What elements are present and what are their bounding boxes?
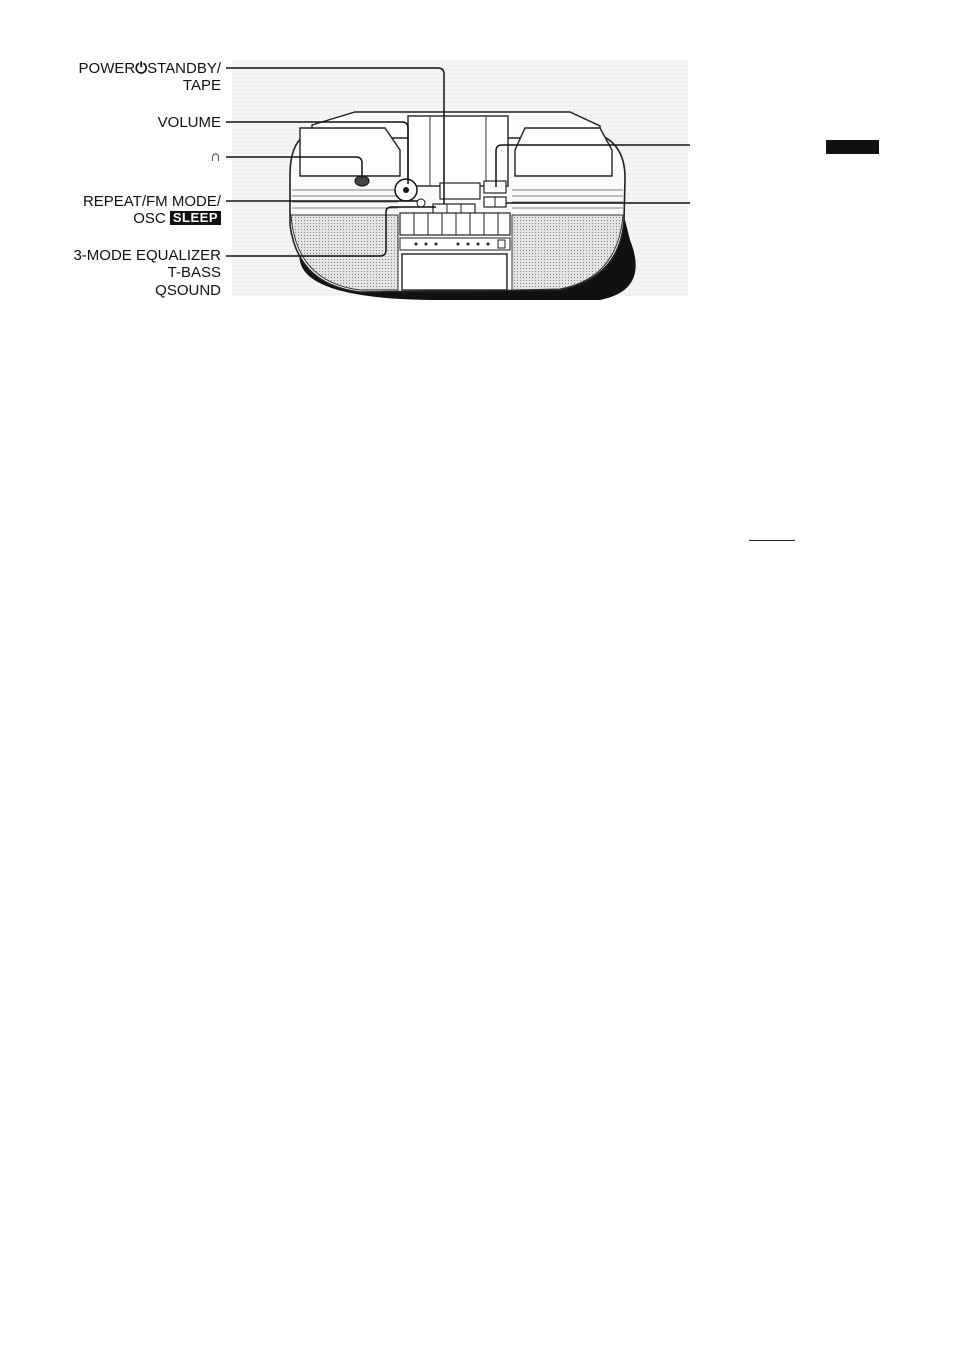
sleep-badge: SLEEP [170, 211, 221, 225]
tuning-buttons [484, 181, 506, 193]
label-tape: TAPE [182, 77, 221, 94]
display-window [440, 183, 480, 199]
label-equalizer: 3-MODE EQUALIZER [73, 247, 221, 264]
short-rule [749, 540, 795, 541]
top-block-right [515, 128, 612, 176]
cassette-door [402, 254, 507, 290]
boombox-illustration [0, 0, 954, 330]
label-qsound: QSOUND [155, 282, 221, 299]
cassette-keys [400, 213, 510, 235]
top-block-left [300, 128, 400, 176]
power-label: POWER [78, 60, 136, 77]
power-standby-icon: ⏻ [135, 60, 148, 77]
label-volume: VOLUME [157, 114, 221, 131]
section-index-tab [826, 140, 879, 154]
label-tbass: T-BASS [167, 264, 221, 281]
standby-label: STANDBY/ [147, 60, 221, 77]
headphones-icon: ∩ [210, 148, 221, 165]
osc-label: OSC [133, 210, 166, 227]
cd-lid [408, 116, 508, 186]
label-repeat-fm-mode: REPEAT/FM MODE/ [82, 193, 221, 210]
